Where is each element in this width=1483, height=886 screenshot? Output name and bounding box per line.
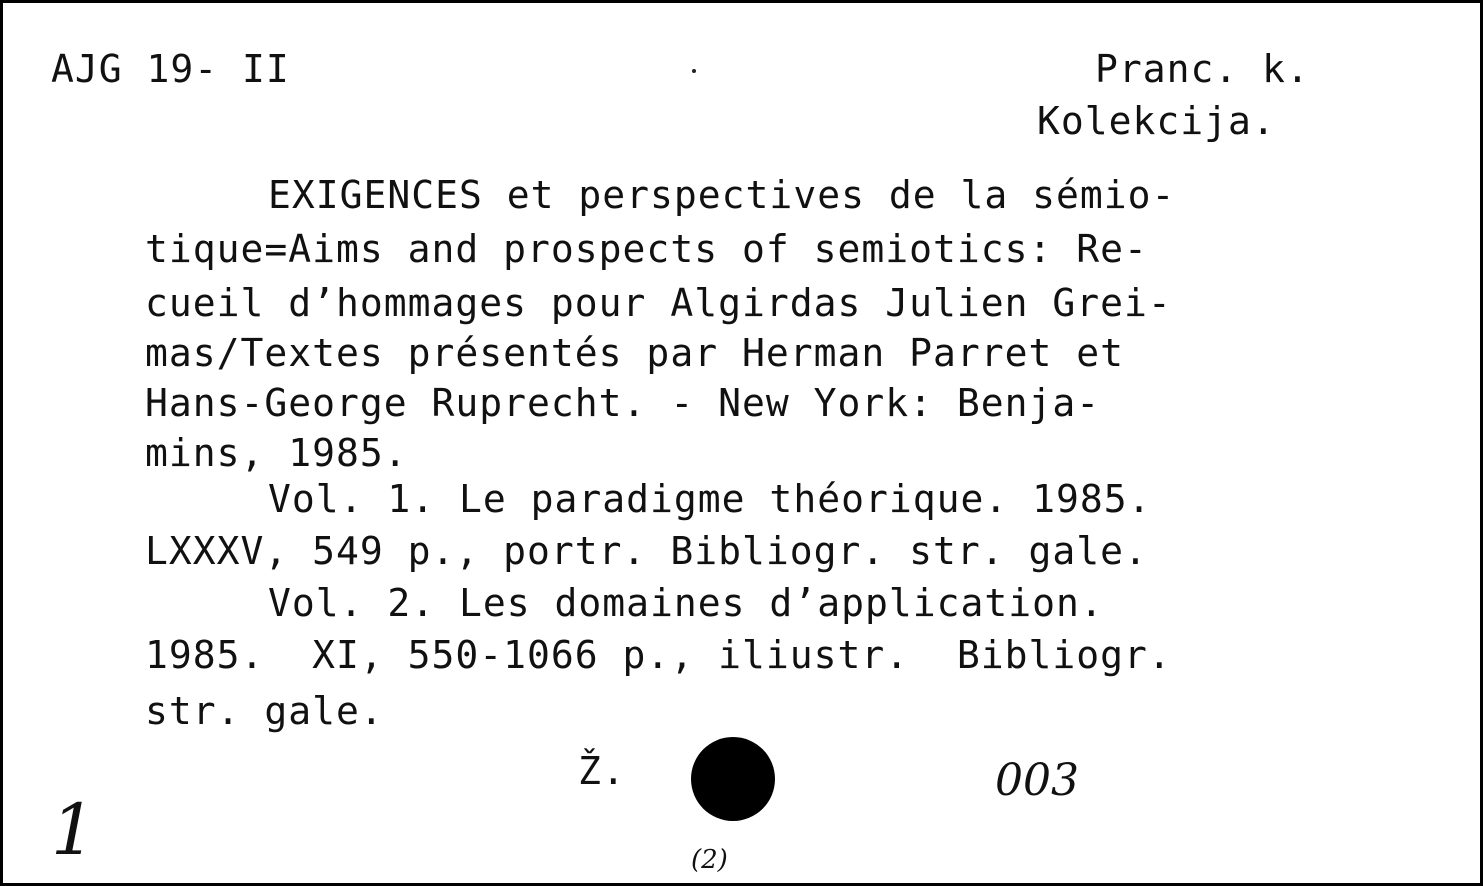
entry-line-1: EXIGENCES et perspectives de la sémio- <box>268 173 1176 217</box>
handwritten-small-mark: (2) <box>691 845 728 875</box>
language-heading: Pranc. k. <box>1095 47 1310 91</box>
handwritten-number: 003 <box>995 755 1079 806</box>
entry-line-5: Hans-George Ruprecht. - New York: Benja- <box>145 381 1101 425</box>
entry-line-6: mins, 1985. <box>145 431 408 475</box>
punch-hole <box>691 737 775 821</box>
handwritten-one: 1 <box>51 789 96 871</box>
volume-2-details: 1985. XI, 550-1066 p., iliustr. Bibliogr. <box>145 633 1172 677</box>
mark-z: Ž. <box>578 749 626 793</box>
volume-2-details-end: str. gale. <box>145 689 384 733</box>
entry-line-2: tique=Aims and prospects of semiotics: Re- <box>145 227 1148 271</box>
volume-2-line: Vol. 2. Les domaines d’application. <box>268 581 1104 625</box>
volume-1-line: Vol. 1. Le paradigme théorique. 1985. <box>268 477 1152 521</box>
call-number: AJG 19- II <box>51 47 290 91</box>
collection-heading: Kolekcija. <box>1037 99 1276 143</box>
ink-dot <box>692 69 696 73</box>
entry-line-3: cueil d’hommages pour Algirdas Julien Grei- <box>145 281 1172 325</box>
volume-1-details: LXXXV, 549 p., portr. Bibliogr. str. gale. <box>145 529 1148 573</box>
entry-line-4: mas/Textes présentés par Herman Parret et <box>145 331 1124 375</box>
